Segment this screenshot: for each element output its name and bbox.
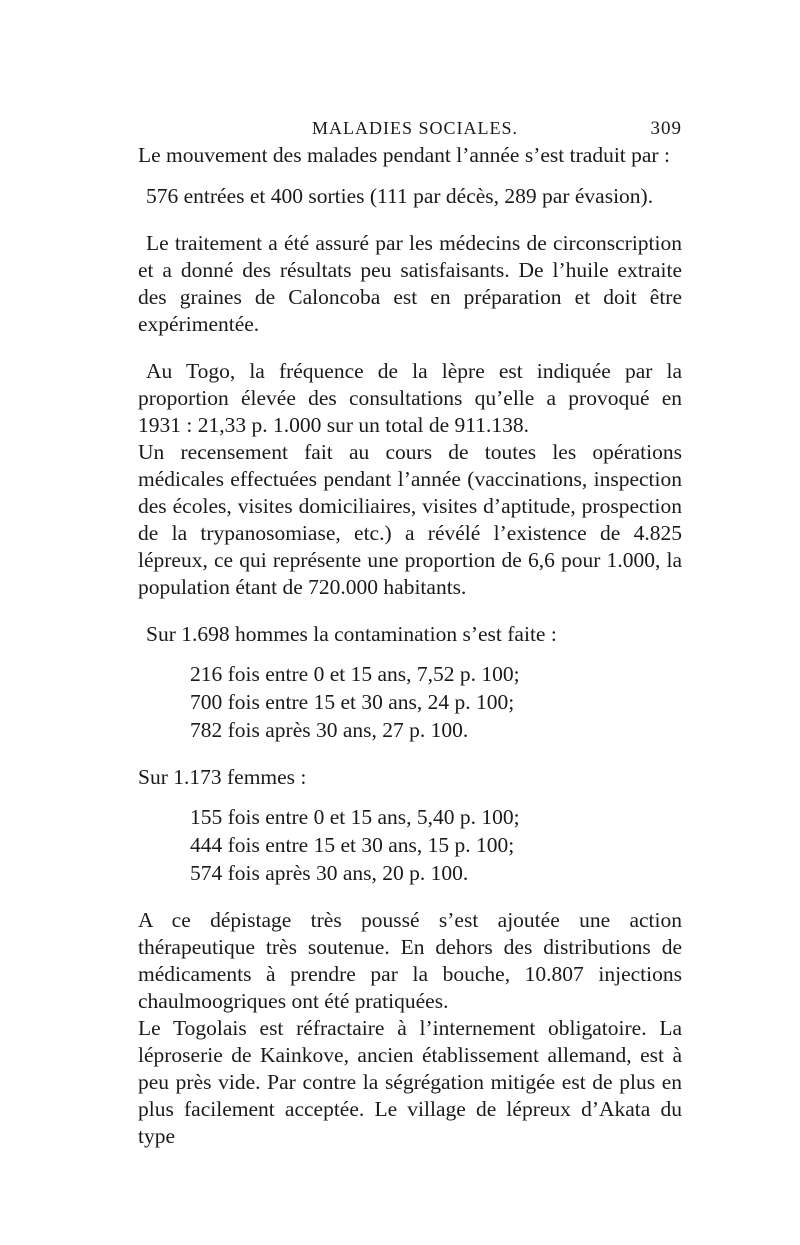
running-title: MALADIES SOCIALES. bbox=[312, 118, 519, 138]
list-item: 700 fois entre 15 et 30 ans, 24 p. 100; bbox=[190, 690, 515, 714]
paragraph-togo-frequency: Au Togo, la fréquence de la lèpre est indiquée par la proportion élevée des consultations qu’elle a provoqué en 1931 : 21,33 p. 1.000 sur un total de 911.138. bbox=[138, 359, 682, 437]
paragraph-women-intro: Sur 1.173 femmes : bbox=[138, 765, 307, 789]
paragraph-leprosarium: Le Togolais est réfractaire à l’internement obligatoire. La léproserie de Kainkove, ancien établissement allemand, est à peu près vide. Par contre la ségrégation mitigée est de plus en plus facilement acceptée. Le village de lépreux d’Akata du type bbox=[138, 1016, 682, 1148]
list-item: 574 fois après 30 ans, 20 p. 100. bbox=[190, 861, 469, 885]
paragraph-entries-exits: 576 entrées et 400 sorties (111 par décès, 289 par évasion). bbox=[146, 184, 654, 208]
list-item: 216 fois entre 0 et 15 ans, 7,52 p. 100; bbox=[190, 662, 520, 686]
paragraph-treatment: Le traitement a été assuré par les médecins de circonscription et a donné des résultats peu satisfaisants. De l’huile extraite des graines de Caloncoba est en préparation et doit être expérimentée. bbox=[138, 231, 682, 336]
page-header bbox=[138, 112, 682, 142]
paragraph-men-intro: Sur 1.698 hommes la contamination s’est faite : bbox=[146, 622, 557, 646]
list-item: 155 fois entre 0 et 15 ans, 5,40 p. 100; bbox=[190, 805, 520, 829]
men-contamination-list bbox=[138, 660, 682, 744]
paragraph-patient-movement: Le mouvement des malades pendant l’année s’est traduit par : bbox=[138, 143, 670, 167]
page-number: 309 bbox=[650, 118, 682, 139]
paragraph-therapeutic-action: A ce dépistage très poussé s’est ajoutée une action thérapeutique très soutenue. En dehors des distributions de médicaments à prendre par la bouche, 10.807 injections chaulmoogriques ont été pratiquées. bbox=[138, 908, 682, 1013]
book-page bbox=[138, 112, 682, 1150]
women-contamination-list bbox=[138, 803, 682, 887]
list-item: 444 fois entre 15 et 30 ans, 15 p. 100; bbox=[190, 833, 515, 857]
list-item: 782 fois après 30 ans, 27 p. 100. bbox=[190, 718, 469, 742]
paragraph-census: Un recensement fait au cours de toutes les opérations médicales effectuées pendant l’année (vaccinations, inspection des écoles, visites domiciliaires, visites d’aptitude, prospection de la trypanosomiase, etc.) a révélé l’existence de 4.825 lépreux, ce qui représente une proportion de 6,6 pour 1.000, la population étant de 720.000 habitants. bbox=[138, 440, 682, 599]
